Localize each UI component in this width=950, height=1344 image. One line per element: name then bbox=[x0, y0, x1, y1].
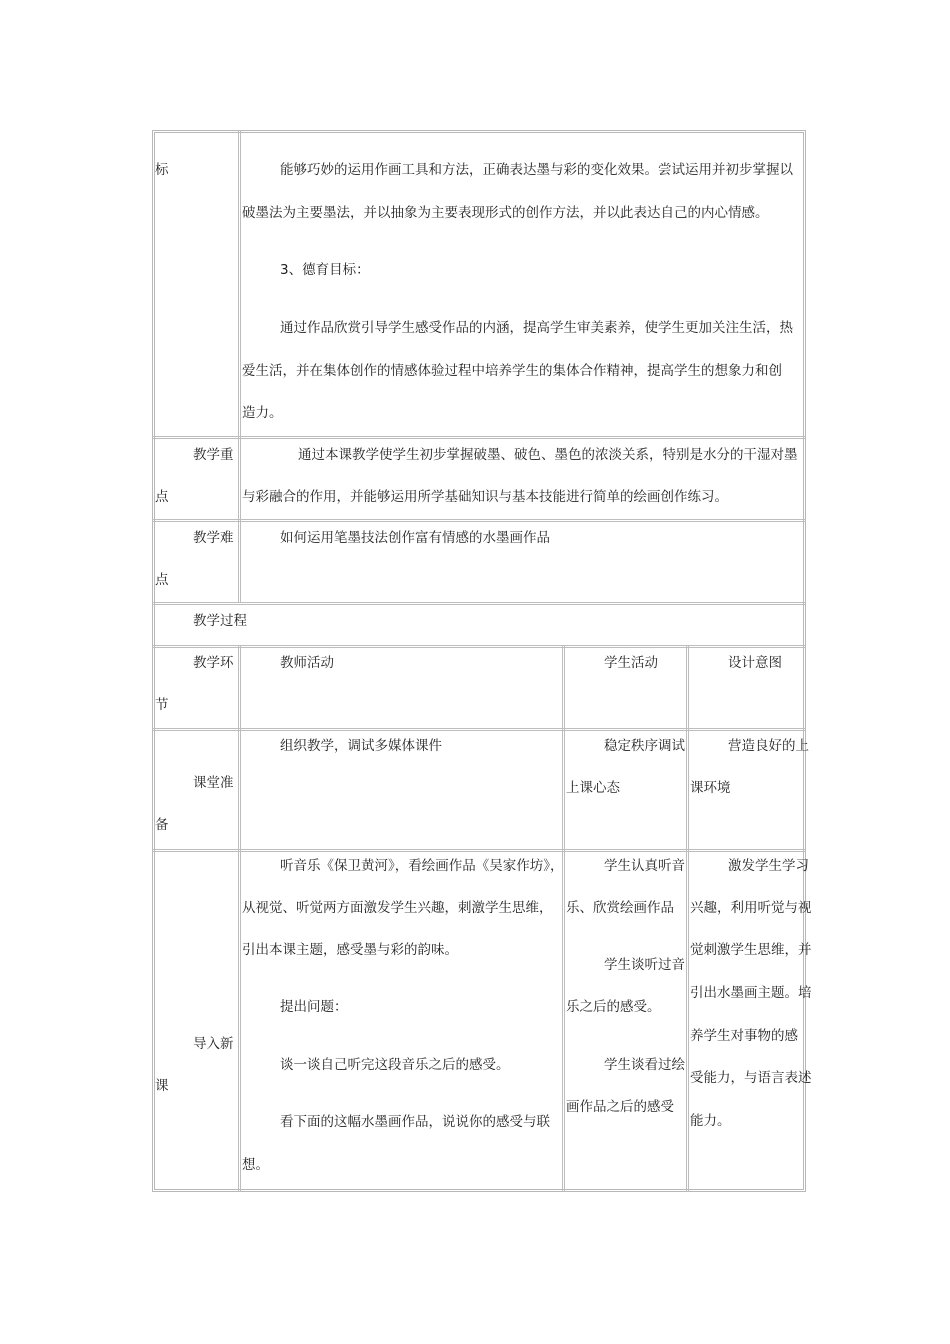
prepare-student-text: 稳定秩序调试 bbox=[604, 738, 685, 754]
intro-student-line: 学生认真听音 bbox=[604, 858, 685, 874]
stage-header: 教学环 bbox=[193, 655, 234, 671]
prepare-design-text: 营造良好的上 bbox=[728, 738, 809, 754]
target-text-line: 通过作品欣赏引导学生感受作品的内涵，提高学生审美素养，使学生更加关注生活，热 bbox=[280, 320, 793, 336]
column-divider bbox=[238, 130, 241, 603]
row-divider bbox=[152, 602, 806, 605]
intro-student-line: 画作品之后的感受 bbox=[566, 1099, 674, 1115]
intro-design-line: 引出水墨画主题。培 bbox=[690, 985, 812, 1001]
stage-header: 节 bbox=[155, 697, 169, 713]
intro-design-line: 觉刺激学生思维，并 bbox=[690, 942, 812, 958]
target-text-line: 能够巧妙的运用作画工具和方法，正确表达墨与彩的变化效果。尝试运用并初步掌握以 bbox=[280, 162, 793, 178]
prepare-design-text: 课环境 bbox=[690, 780, 731, 796]
intro-teacher-line: 想。 bbox=[242, 1157, 269, 1173]
prepare-label: 课堂准 bbox=[193, 775, 234, 791]
intro-teacher-line: 听音乐《保卫黄河》，看绘画作品《吴家作坊》， bbox=[280, 858, 564, 874]
prepare-teacher-text: 组织教学，调试多媒体课件 bbox=[280, 738, 442, 754]
intro-design-line: 能力。 bbox=[690, 1113, 731, 1129]
row-divider bbox=[152, 728, 806, 731]
intro-student-line: 乐、欣赏绘画作品 bbox=[566, 900, 674, 916]
prepare-label: 备 bbox=[155, 817, 169, 833]
key-point-text-line: 通过本课教学使学生初步掌握破墨、破色、墨色的浓淡关系，特别是水分的干湿对墨 bbox=[298, 447, 798, 463]
teacher-activity-header: 教师活动 bbox=[280, 655, 334, 671]
prepare-student-text: 上课心态 bbox=[566, 780, 620, 796]
row-divider bbox=[152, 645, 806, 648]
intro-design-line: 养学生对事物的感 bbox=[690, 1028, 798, 1044]
design-intent-header: 设计意图 bbox=[728, 655, 782, 671]
target-text-line: 破墨法为主要墨法，并以抽象为主要表现形式的创作方法，并以此表达自己的内心情感。 bbox=[242, 205, 769, 221]
key-point-label: 点 bbox=[155, 489, 169, 505]
intro-student-line: 学生谈看过绘 bbox=[604, 1057, 685, 1073]
intro-teacher-line: 看下面的这幅水墨画作品，说说你的感受与联 bbox=[280, 1114, 550, 1130]
key-point-text-line: 与彩融合的作用，并能够运用所学基础知识与基本技能进行简单的绘画创作练习。 bbox=[242, 489, 728, 505]
column-divider bbox=[686, 646, 689, 1192]
key-point-label: 教学重 bbox=[193, 447, 234, 463]
intro-design-line: 兴趣，利用听觉与视 bbox=[690, 900, 812, 916]
row-divider bbox=[152, 849, 806, 852]
target-text-line: 爱生活，并在集体创作的情感体验过程中培养学生的集体合作精神，提高学生的想象力和创 bbox=[242, 363, 782, 379]
intro-student-line: 学生谈听过音 bbox=[604, 957, 685, 973]
intro-teacher-line: 提出问题： bbox=[280, 999, 348, 1015]
moral-goal-heading: 3、德育目标： bbox=[280, 262, 370, 278]
intro-teacher-line: 谈一谈自己听完这段音乐之后的感受。 bbox=[280, 1057, 510, 1073]
intro-label: 课 bbox=[155, 1078, 169, 1094]
target-text-line: 造力。 bbox=[242, 405, 283, 421]
difficulty-label: 教学难 bbox=[193, 530, 234, 546]
row-divider bbox=[152, 436, 806, 439]
difficulty-text: 如何运用笔墨技法创作富有情感的水墨画作品 bbox=[280, 530, 550, 546]
column-divider bbox=[238, 646, 241, 1192]
intro-label: 导入新 bbox=[193, 1036, 234, 1052]
student-activity-header: 学生活动 bbox=[604, 655, 658, 671]
intro-design-line: 受能力，与语言表述 bbox=[690, 1070, 812, 1086]
target-label: 标 bbox=[155, 162, 169, 178]
row-divider bbox=[152, 519, 806, 522]
intro-design-line: 激发学生学习 bbox=[728, 858, 809, 874]
difficulty-label: 点 bbox=[155, 572, 169, 588]
intro-student-line: 乐之后的感受。 bbox=[566, 999, 661, 1015]
process-heading: 教学过程 bbox=[193, 613, 247, 629]
intro-teacher-line: 从视觉、听觉两方面激发学生兴趣，刺激学生思维， bbox=[242, 900, 553, 916]
column-divider bbox=[562, 646, 565, 1192]
intro-teacher-line: 引出本课主题，感受墨与彩的韵味。 bbox=[242, 942, 458, 958]
